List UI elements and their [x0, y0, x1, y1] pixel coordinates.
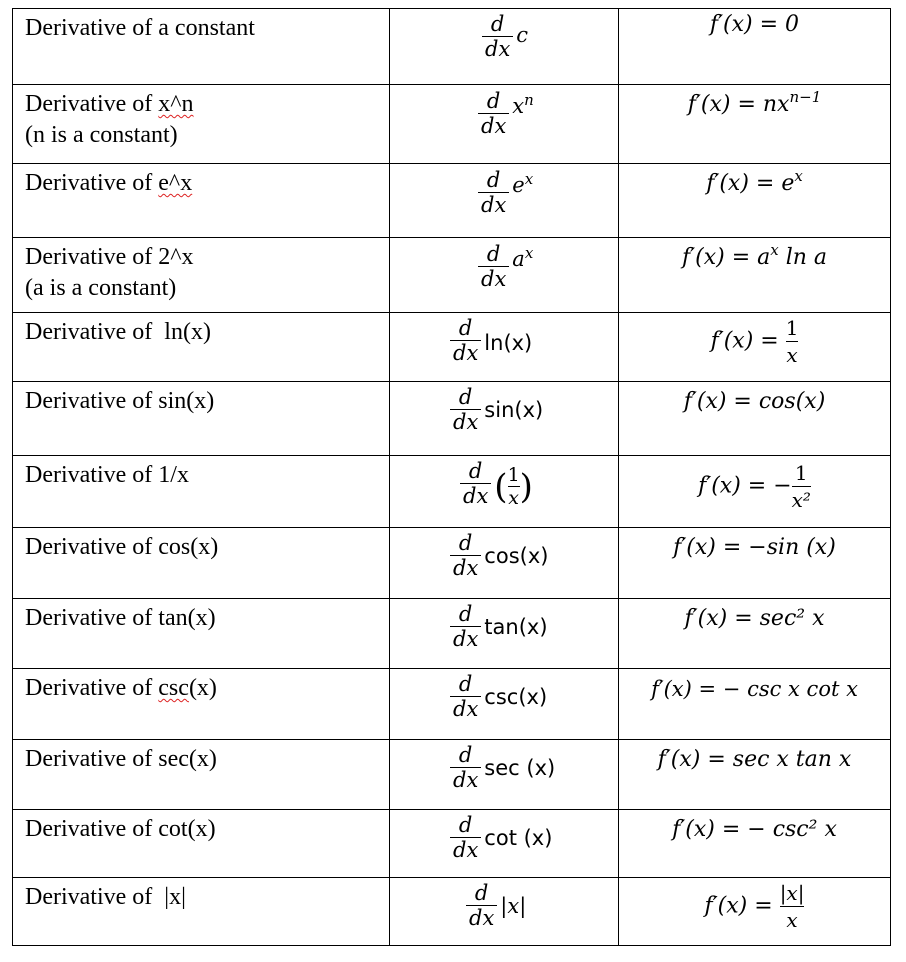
table-row — [13, 9, 891, 85]
row-label-line2: (n is a constant) — [25, 122, 178, 148]
result-cell — [619, 313, 891, 382]
op-argument-exponent: x — [524, 244, 534, 262]
op-denominator: dx — [481, 267, 507, 291]
result-cell — [619, 164, 891, 238]
result-formula: f′(x) = −sin (x) — [673, 535, 836, 560]
op-denominator: dx — [463, 484, 489, 508]
op-numerator: d — [458, 385, 473, 409]
table-row — [13, 740, 891, 810]
label-cell — [13, 313, 390, 382]
op-arg-denominator: x — [508, 487, 519, 509]
row-label: Derivative of ln(x) — [25, 319, 211, 345]
label-cell — [13, 456, 390, 528]
result-cell — [619, 810, 891, 878]
op-argument-exponent: x — [524, 170, 534, 188]
label-cell — [13, 740, 390, 810]
op-argument: csc(x) — [484, 685, 548, 709]
row-label: Derivative of sec(x) — [25, 746, 217, 772]
op-argument-exponent: n — [524, 91, 534, 109]
table-row — [13, 164, 891, 238]
result-formula: f′(x) = nx — [687, 92, 790, 117]
result-cell — [619, 85, 891, 164]
table-row — [13, 528, 891, 599]
label-cell — [13, 528, 390, 599]
row-label-underlined: x^n — [158, 91, 194, 117]
table-row — [13, 238, 891, 313]
result-cell — [619, 9, 891, 85]
result-formula: f′(x) = − csc x cot x — [651, 677, 858, 701]
operator-cell — [390, 740, 619, 810]
op-arg-numerator: 1 — [507, 464, 520, 486]
table-row — [13, 313, 891, 382]
op-numerator: d — [458, 602, 473, 626]
row-label: Derivative of sin(x) — [25, 388, 215, 414]
operator-cell — [390, 9, 619, 85]
op-denominator: dx — [481, 193, 507, 217]
result-numerator: 1 — [785, 316, 799, 340]
op-denominator: dx — [453, 627, 479, 651]
row-label: Derivative of — [25, 170, 159, 196]
op-numerator: d — [486, 89, 501, 113]
table-row — [13, 456, 891, 528]
operator-cell: $\frac{d}{dx}$ ( 1 x ) — [390, 456, 619, 528]
result-formula: f′(x) = sec² x — [684, 606, 825, 631]
op-denominator: dx — [453, 697, 479, 721]
operator-cell — [390, 238, 619, 313]
op-numerator: d — [490, 12, 505, 36]
op-argument: tan(x) — [484, 615, 548, 639]
op-argument: c — [516, 23, 529, 47]
result-formula: f′(x) = − csc² x — [672, 817, 837, 842]
result-cell — [619, 456, 891, 528]
result-formula: f′(x) = e — [706, 171, 795, 196]
row-label-underlined: e^x — [158, 170, 193, 196]
op-denominator: dx — [485, 37, 511, 61]
op-argument: a — [512, 247, 525, 271]
row-label: Derivative of a constant — [25, 15, 255, 41]
row-label: Derivative of |x| — [25, 884, 186, 910]
label-cell — [13, 238, 390, 313]
operator-cell — [390, 599, 619, 669]
operator-cell — [390, 669, 619, 740]
op-numerator: d — [458, 672, 473, 696]
result-formula: f′(x) = − — [698, 473, 792, 499]
label-cell — [13, 878, 390, 946]
result-cell — [619, 599, 891, 669]
table-row — [13, 599, 891, 669]
result-cell — [619, 740, 891, 810]
op-argument: sin(x) — [484, 398, 544, 422]
result-formula: f′(x) = — [704, 893, 780, 919]
result-cell — [619, 669, 891, 740]
row-label: Derivative of cos(x) — [25, 534, 219, 560]
table-row — [13, 382, 891, 456]
op-denominator: dx — [453, 341, 479, 365]
op-numerator: d — [486, 242, 501, 266]
table-row — [13, 85, 891, 164]
op-denominator: dx — [469, 906, 495, 930]
operator-cell — [390, 878, 619, 946]
table-row — [13, 669, 891, 740]
op-numerator: d — [474, 881, 489, 905]
label-cell — [13, 810, 390, 878]
result-denominator: x² — [791, 488, 811, 512]
result-formula: f′(x) = a — [681, 245, 771, 270]
row-label-line2: (a is a constant) — [25, 275, 177, 301]
result-denominator: x — [786, 908, 798, 932]
operator-cell — [390, 810, 619, 878]
op-argument: e — [512, 173, 525, 197]
op-numerator: d — [458, 743, 473, 767]
result-formula: f′(x) = — [710, 328, 786, 354]
op-denominator: dx — [453, 838, 479, 862]
op-argument: |x| — [500, 894, 527, 918]
row-label: Derivative of 2^x — [25, 244, 194, 270]
op-argument: sec (x) — [484, 756, 556, 780]
result-cell — [619, 382, 891, 456]
label-cell — [13, 9, 390, 85]
operator-cell — [390, 85, 619, 164]
op-numerator: d — [458, 316, 473, 340]
result-cell — [619, 238, 891, 313]
row-label: Derivative of — [25, 91, 159, 117]
table-row — [13, 878, 891, 946]
operator-cell — [390, 164, 619, 238]
op-denominator: dx — [453, 768, 479, 792]
result-cell — [619, 878, 891, 946]
op-numerator: d — [486, 168, 501, 192]
result-denominator: x — [786, 343, 798, 367]
result-formula: f′(x) = cos(x) — [683, 389, 826, 414]
op-argument: x — [512, 94, 525, 118]
result-numerator: 1 — [794, 461, 808, 485]
op-numerator: d — [458, 531, 473, 555]
result-numerator: |x| — [779, 881, 805, 905]
row-label: Derivative of cot(x) — [25, 816, 216, 842]
op-argument: cot (x) — [484, 826, 553, 850]
op-denominator: dx — [453, 556, 479, 580]
operator-cell — [390, 382, 619, 456]
label-cell — [13, 599, 390, 669]
row-label-tail: (x) — [188, 675, 217, 701]
row-label: Derivative of 1/x — [25, 462, 189, 488]
derivatives-table — [12, 8, 891, 946]
result-formula: f′(x) = 0 — [709, 12, 800, 37]
op-argument: ln(x) — [484, 331, 533, 355]
result-exponent: x — [770, 241, 779, 259]
row-label: Derivative of — [25, 675, 159, 701]
row-label: Derivative of tan(x) — [25, 605, 216, 631]
table-row — [13, 810, 891, 878]
result-formula: f′(x) = sec x tan x — [657, 747, 852, 772]
result-exponent: x — [794, 167, 803, 185]
result-exponent: n−1 — [789, 88, 822, 106]
operator-cell — [390, 313, 619, 382]
op-numerator: d — [458, 813, 473, 837]
label-cell — [13, 164, 390, 238]
op-argument: cos(x) — [484, 544, 549, 568]
result-cell — [619, 528, 891, 599]
operator-cell — [390, 528, 619, 599]
op-numerator: d — [468, 459, 483, 483]
label-cell — [13, 669, 390, 740]
result-formula-tail: ln a — [778, 245, 828, 270]
op-denominator: dx — [481, 114, 507, 138]
label-cell — [13, 85, 390, 164]
op-denominator: dx — [453, 410, 479, 434]
label-cell — [13, 382, 390, 456]
row-label-underlined: csc — [158, 675, 189, 701]
